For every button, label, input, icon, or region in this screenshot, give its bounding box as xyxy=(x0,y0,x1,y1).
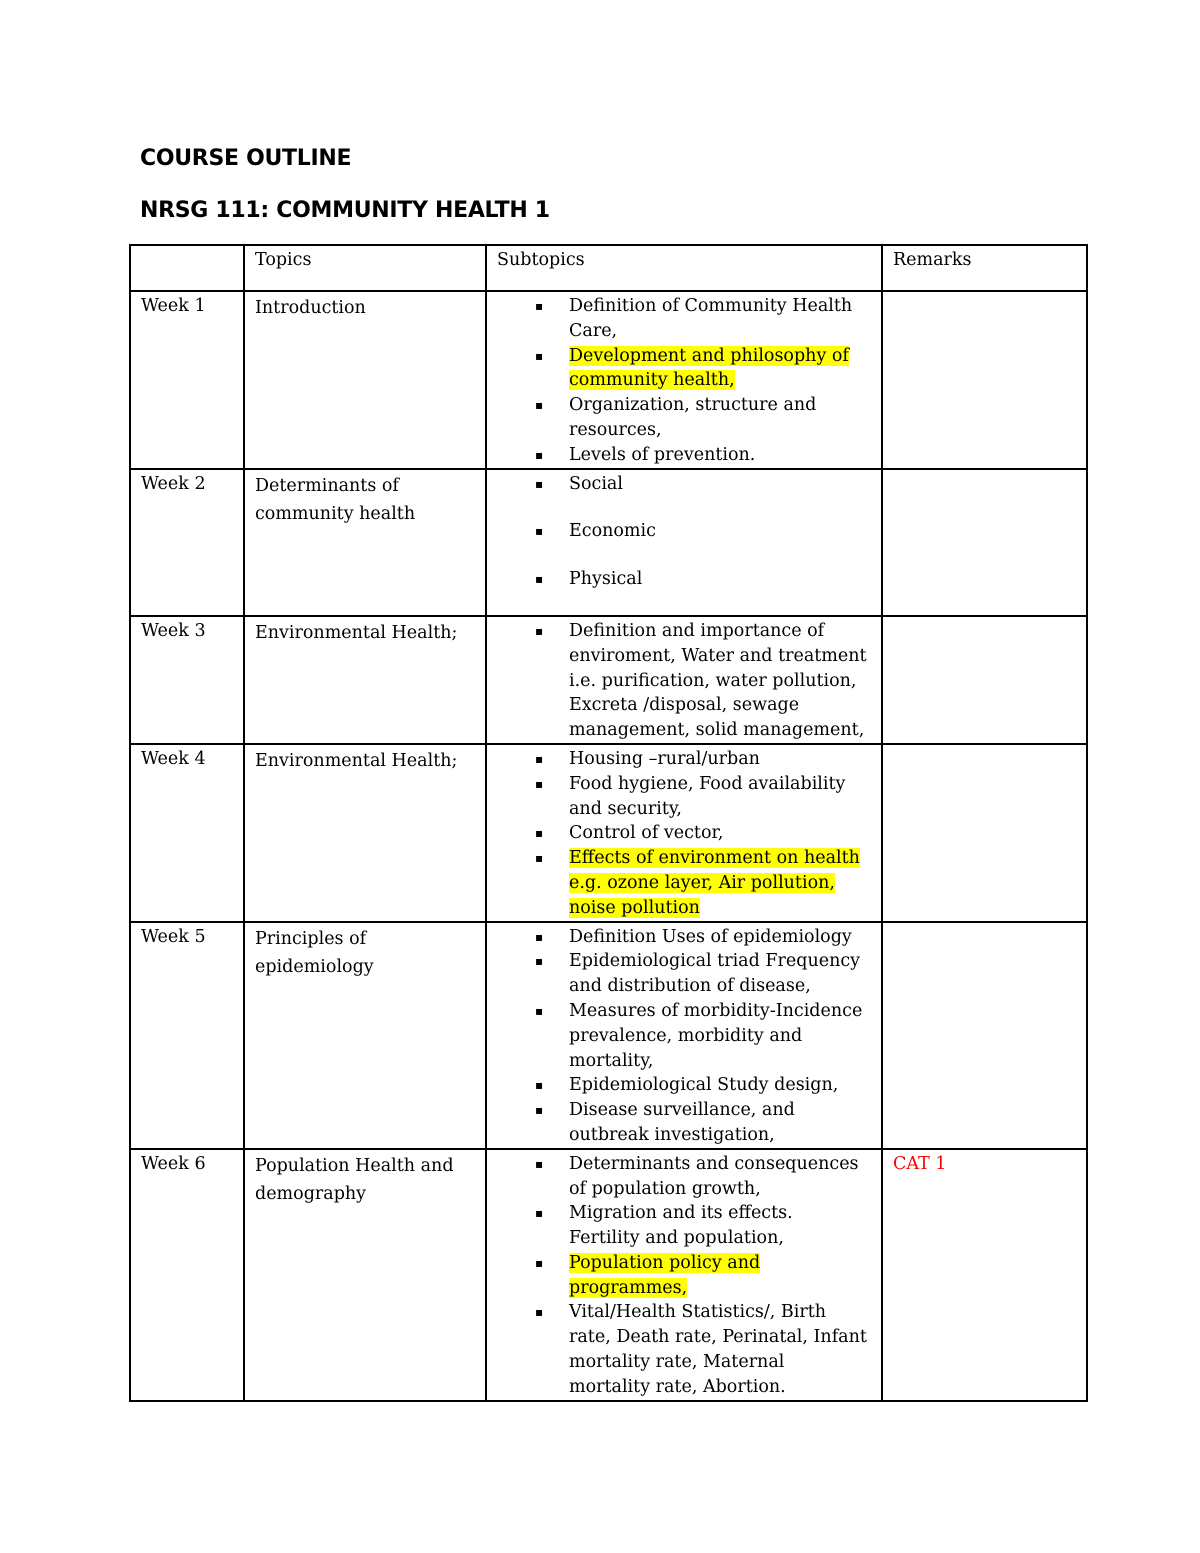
table-row xyxy=(130,469,1087,616)
subtopics-cell xyxy=(486,616,882,744)
subtopic-text: Determinants and consequences of population growth, xyxy=(569,1153,859,1199)
subtopics-cell xyxy=(486,1149,882,1401)
subtopic-text: Control of vector, xyxy=(569,823,724,844)
subtopic-text: Epidemiological Study design, xyxy=(569,1075,839,1096)
subtopic-item xyxy=(497,846,871,920)
subtopic-text: Housing –rural/urban xyxy=(569,748,760,769)
topic-text: Determinants of community health xyxy=(255,475,416,525)
subtopic-text: Economic xyxy=(569,521,656,542)
table-row xyxy=(130,922,1087,1149)
week-cell: Week 1 xyxy=(130,291,244,469)
topic-cell xyxy=(244,469,486,616)
week-cell: Week 6 xyxy=(130,1149,244,1401)
subtopic-text-highlighted: Effects of environment on health e.g. ozone layer, Air pollution, noise pollution xyxy=(569,848,860,918)
table-header-row xyxy=(130,245,1087,291)
subtopic-text: Definition of Community Health Care, xyxy=(569,296,853,341)
subtopic-item xyxy=(497,393,871,443)
subtopic-item xyxy=(497,1201,871,1251)
remarks-cell xyxy=(882,616,1087,744)
topic-cell xyxy=(244,744,486,922)
header-subtopics: Subtopics xyxy=(486,245,882,291)
subtopic-text: Physical xyxy=(569,569,643,590)
subtopic-item xyxy=(497,1152,871,1202)
topic-cell xyxy=(244,922,486,1149)
week-cell: Week 3 xyxy=(130,616,244,744)
subtopic-item xyxy=(497,1300,871,1399)
remarks-cell xyxy=(882,291,1087,469)
topic-cell xyxy=(244,291,486,469)
subtopics-cell xyxy=(486,291,882,469)
subtopic-item xyxy=(497,344,871,394)
subtopic-list xyxy=(497,747,871,921)
subtopic-text: Measures of morbidity-Incidence prevalence, morbidity and mortality, xyxy=(569,1000,863,1071)
week-cell: Week 5 xyxy=(130,922,244,1149)
course-title: NRSG 111: COMMUNITY HEALTH 1 xyxy=(140,198,550,223)
remarks-cell xyxy=(882,922,1087,1149)
subtopic-item xyxy=(497,949,871,999)
topic-text: Principles of epidemiology xyxy=(255,928,374,978)
week-cell: Week 2 xyxy=(130,469,244,616)
remarks-cell-cat: CAT 1 xyxy=(882,1149,1087,1401)
table-row xyxy=(130,1149,1087,1401)
subtopic-list xyxy=(497,294,871,468)
subtopic-list xyxy=(497,472,871,592)
subtopic-text: Migration and its effects. Fertility and population, xyxy=(569,1203,793,1249)
topic-text: Population Health and demography xyxy=(255,1155,454,1205)
subtopic-item xyxy=(497,772,871,822)
subtopic-item xyxy=(497,619,871,743)
subtopic-text: Definition and importance of enviroment, Water and treatment i.e. purification, water pollution, Excreta /disposal, sewage management, solid management, xyxy=(569,620,867,741)
subtopic-item xyxy=(497,567,871,592)
subtopic-text-highlighted: Development and philosophy of community health, xyxy=(569,345,849,391)
topic-cell xyxy=(244,1149,486,1401)
subtopic-text: Definition Uses of epidemiology xyxy=(569,926,852,947)
subtopic-text: Food hygiene, Food availability and security, xyxy=(569,773,846,819)
subtopic-text: Disease surveillance, and outbreak investigation, xyxy=(569,1100,795,1145)
document-title: COURSE OUTLINE xyxy=(140,146,352,171)
subtopic-item xyxy=(497,1073,871,1098)
subtopic-text: Social xyxy=(569,473,623,494)
subtopic-list xyxy=(497,619,871,743)
subtopic-item xyxy=(497,472,871,497)
subtopic-item xyxy=(497,443,871,468)
subtopic-text: Epidemiological triad Frequency and distribution of disease, xyxy=(569,951,861,997)
topic-text: Environmental Health; xyxy=(255,750,458,771)
table-row xyxy=(130,616,1087,744)
course-outline-table xyxy=(129,244,1088,1402)
table-row xyxy=(130,744,1087,922)
header-week xyxy=(130,245,244,291)
subtopic-item xyxy=(497,294,871,344)
subtopic-item xyxy=(497,519,871,544)
subtopics-cell xyxy=(486,744,882,922)
week-cell: Week 4 xyxy=(130,744,244,922)
subtopic-item xyxy=(497,999,871,1073)
subtopic-list xyxy=(497,1152,871,1400)
subtopic-text: Organization, structure and resources, xyxy=(569,395,817,440)
subtopic-text: Vital/Health Statistics/, Birth rate, Death rate, Perinatal, Infant mortality rate, Maternal mortality rate, Abortion. xyxy=(569,1302,867,1397)
subtopic-text: Levels of prevention. xyxy=(569,444,756,465)
subtopic-item xyxy=(497,747,871,772)
table-row xyxy=(130,291,1087,469)
subtopics-cell xyxy=(486,469,882,616)
subtopic-text-highlighted: Population policy and programmes, xyxy=(569,1252,761,1298)
subtopic-item xyxy=(497,925,871,950)
topic-cell xyxy=(244,616,486,744)
subtopic-item xyxy=(497,821,871,846)
header-topics: Topics xyxy=(244,245,486,291)
topic-text: Environmental Health; xyxy=(255,622,458,643)
topic-text: Introduction xyxy=(255,298,366,318)
subtopic-item xyxy=(497,1098,871,1148)
subtopic-list xyxy=(497,925,871,1148)
subtopics-cell xyxy=(486,922,882,1149)
header-remarks: Remarks xyxy=(882,245,1087,291)
subtopic-item xyxy=(497,1251,871,1301)
remarks-cell xyxy=(882,469,1087,616)
remarks-cell xyxy=(882,744,1087,922)
